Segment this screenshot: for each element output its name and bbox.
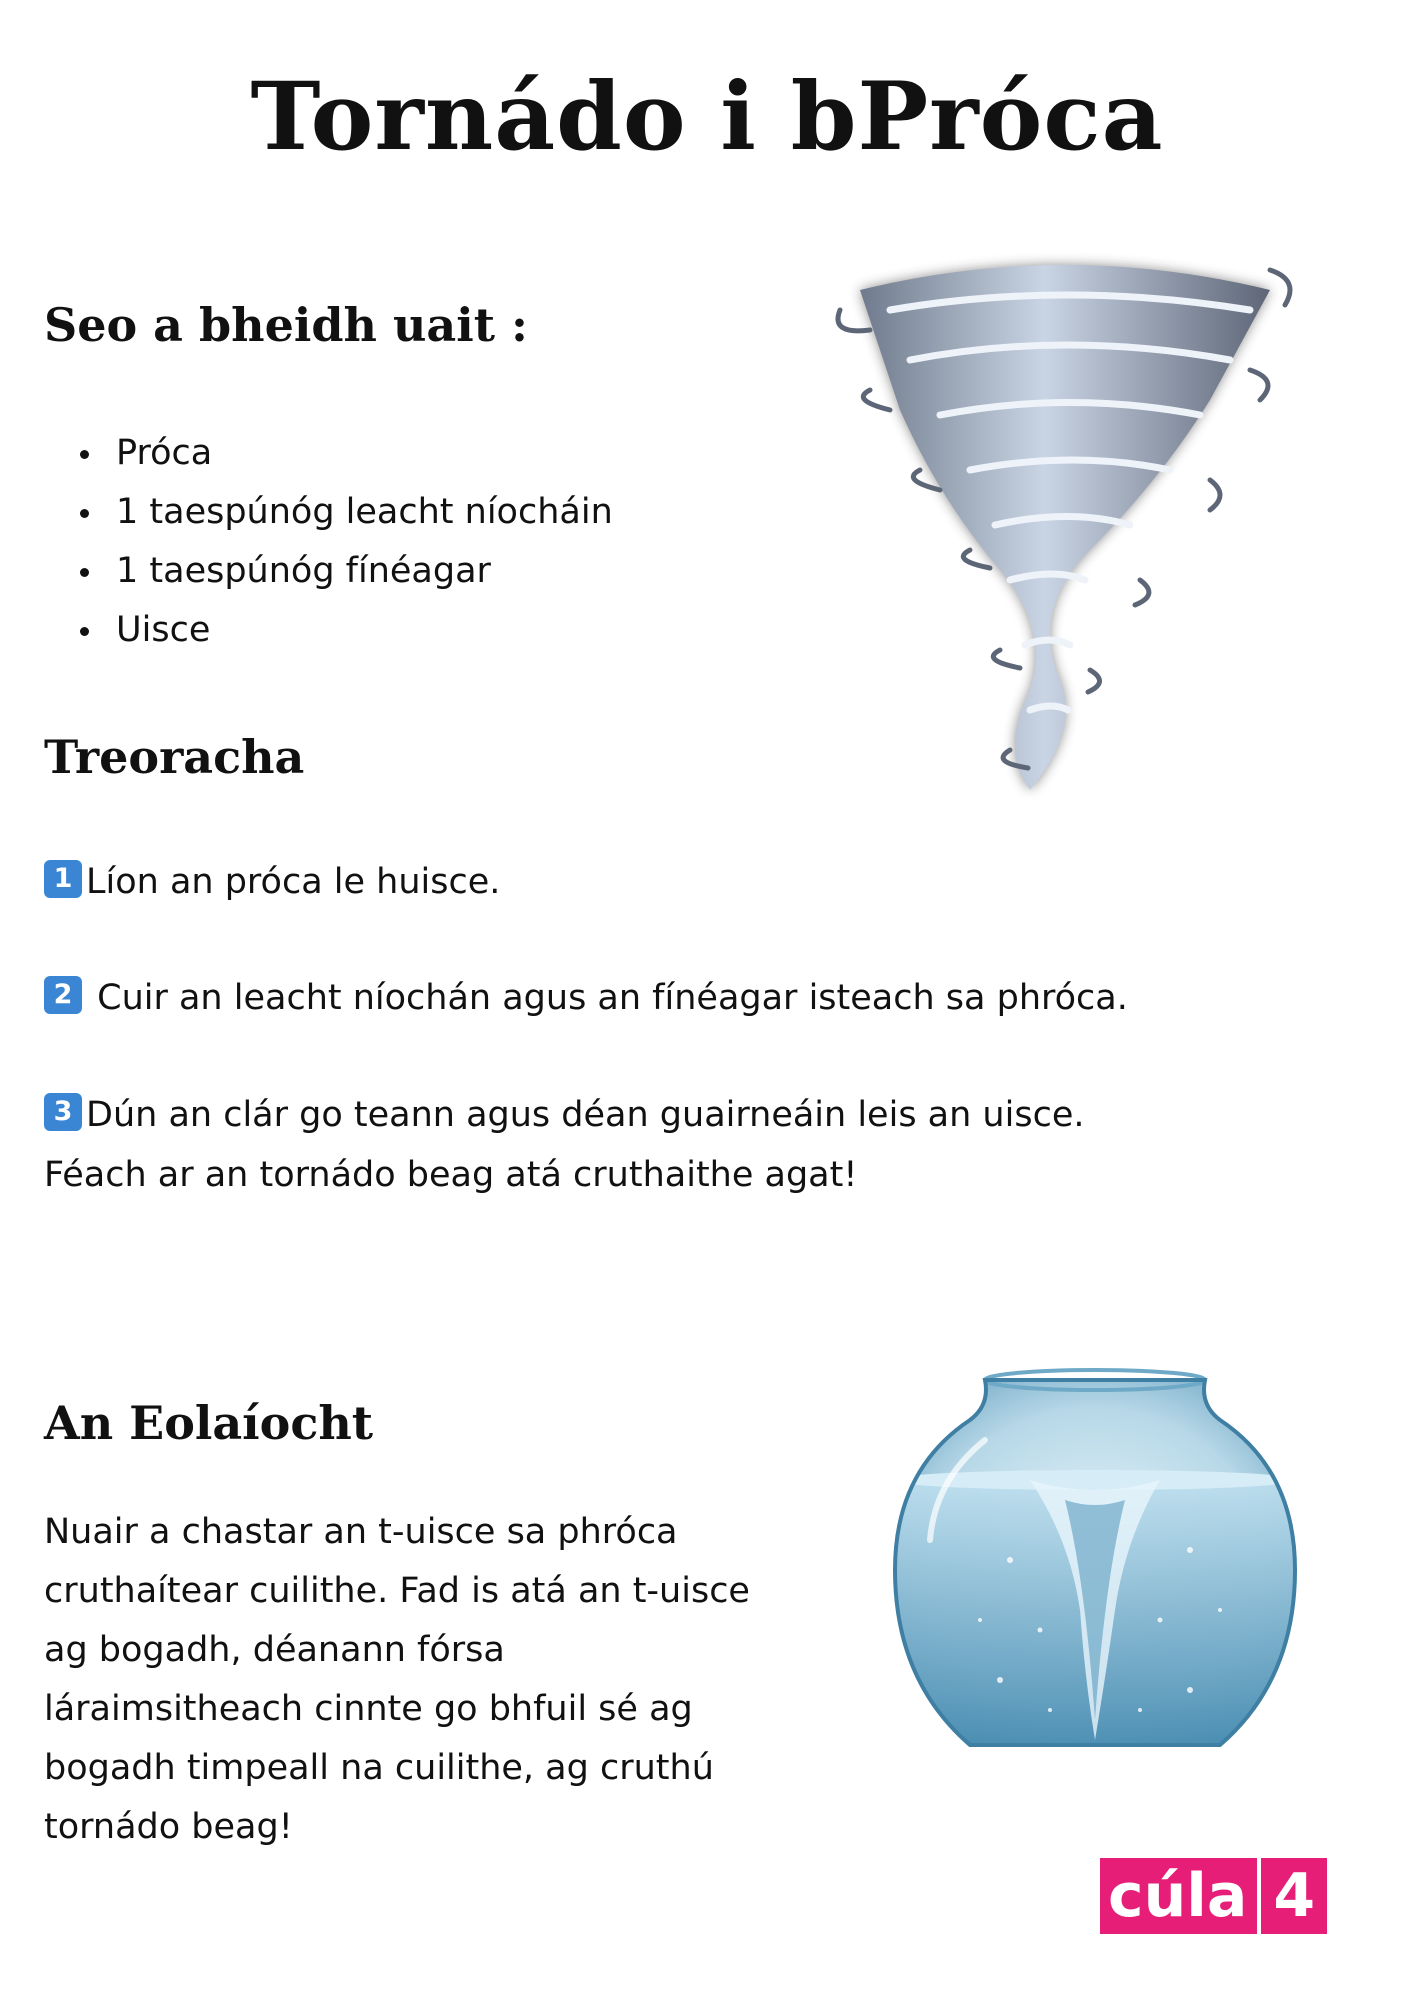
step-number-badge: 3 <box>44 1093 82 1131</box>
tornado-icon <box>830 250 1300 810</box>
fishbowl-icon <box>890 1360 1300 1755</box>
step-3 <box>44 1085 1084 1205</box>
list-item: Uisce <box>44 601 804 660</box>
bullet-icon <box>80 568 89 577</box>
instructions-heading: Treoracha <box>44 730 305 784</box>
science-heading: An Eolaíocht <box>44 1396 374 1450</box>
step-text-continued: Féach ar an tornádo beag atá cruthaithe agat! <box>44 1155 858 1195</box>
step-number-badge: 2 <box>44 976 82 1014</box>
step-text: Líon an próca le huisce. <box>86 862 501 902</box>
logo-number: 4 <box>1261 1858 1327 1934</box>
step-1 <box>44 852 500 912</box>
page-title: Tornádo i bPróca <box>250 62 1164 172</box>
ingredients-list <box>44 424 804 660</box>
bullet-icon <box>80 627 89 636</box>
list-item: 1 taespúnóg fínéagar <box>44 542 804 601</box>
step-text: Cuir an leacht níochán agus an fínéagar isteach sa phróca. <box>86 978 1128 1018</box>
bullet-icon <box>80 450 89 459</box>
science-paragraph: Nuair a chastar an t-uisce sa phróca cruthaítear cuilithe. Fad is atá an t-uisce ag bogadh, déanann fórsa láraimsitheach cinnte go bhfuil sé ag bogadh timpeall na cuilithe, ag cruthú tornádo beag! <box>44 1512 750 1847</box>
step-2 <box>44 968 1128 1028</box>
bullet-icon <box>80 509 89 518</box>
ingredients-heading: Seo a bheidh uait : <box>44 298 528 352</box>
step-number-badge: 1 <box>44 860 82 898</box>
list-item: Próca <box>44 424 804 483</box>
cula4-logo <box>1100 1858 1327 1934</box>
list-item: 1 taespúnóg leacht níocháin <box>44 483 804 542</box>
logo-word: cúla <box>1100 1858 1257 1934</box>
step-text: Dún an clár go teann agus déan guairneáin leis an uisce. <box>86 1095 1085 1135</box>
